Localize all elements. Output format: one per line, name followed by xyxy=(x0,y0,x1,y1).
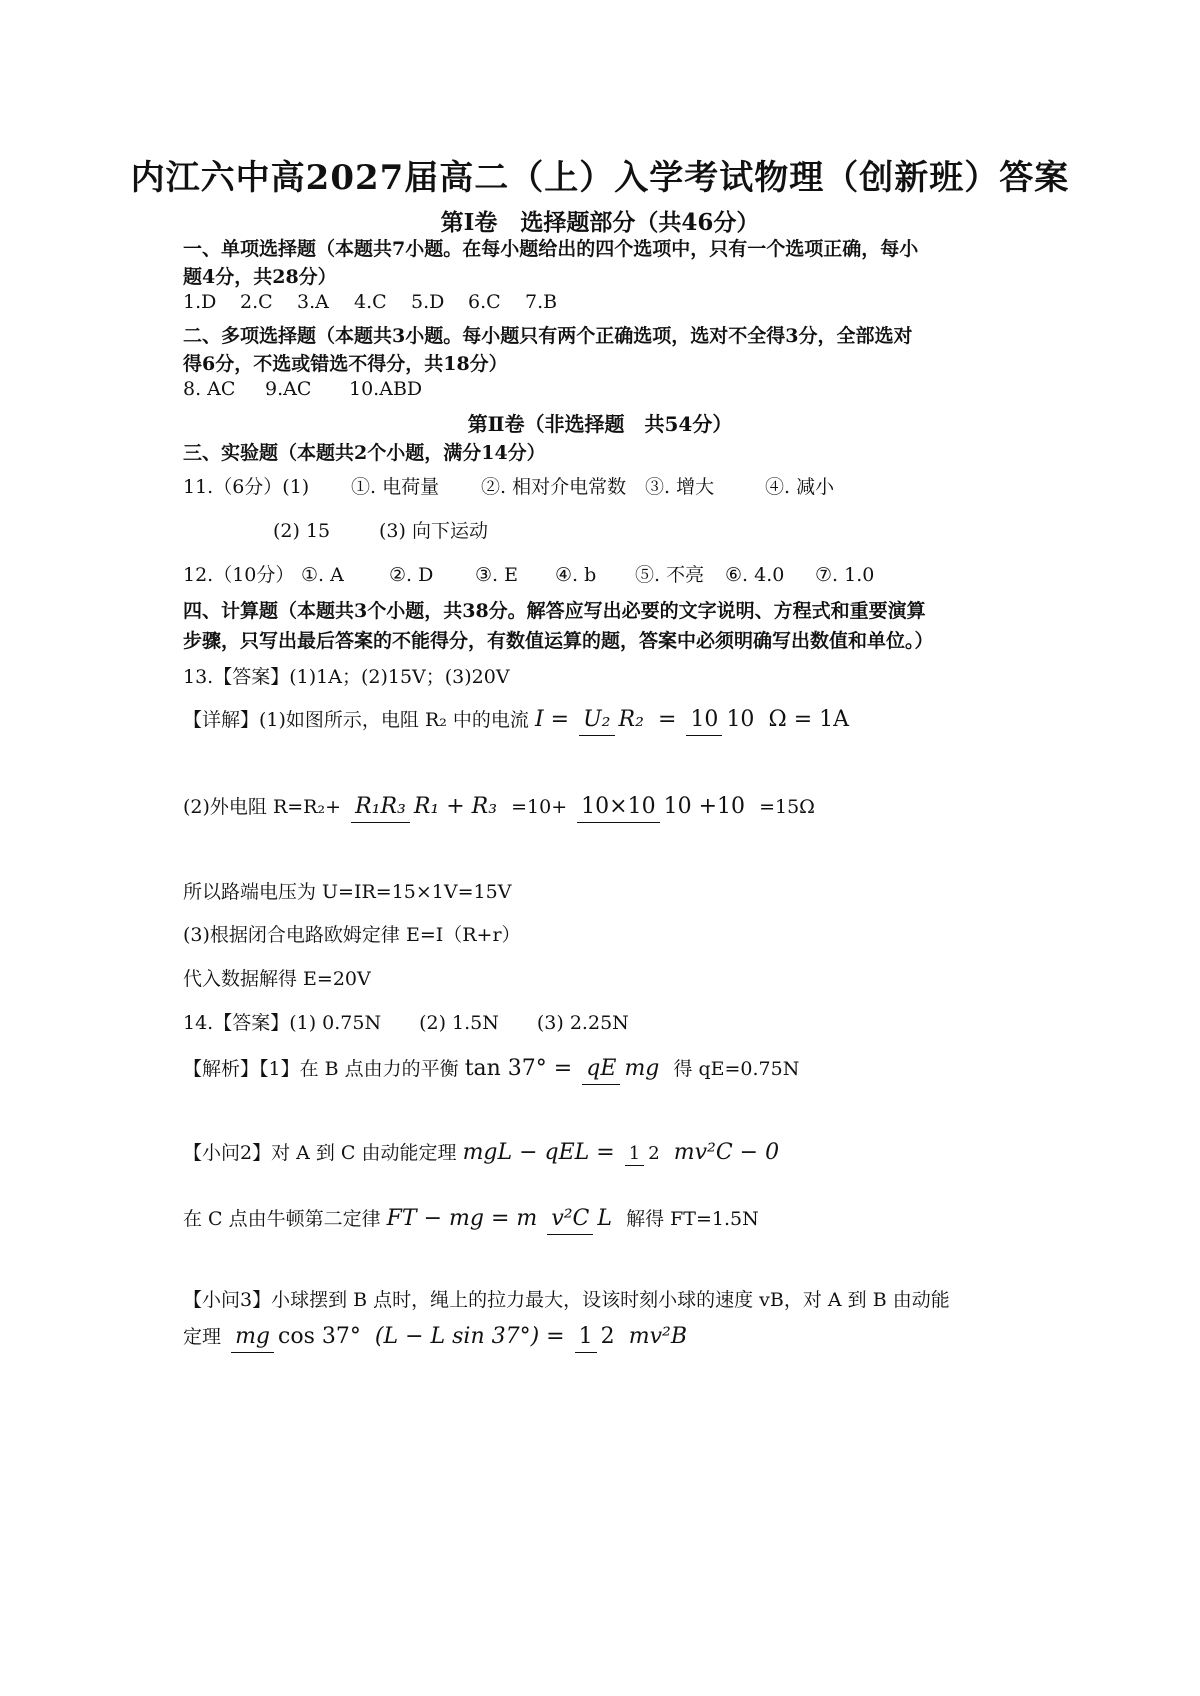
q14-part1: 【解析】【1】在 B 点由力的平衡 tan 37° = qE mg 得 qE=0.75N xyxy=(183,1054,799,1085)
answer-item: 8. AC xyxy=(183,378,236,400)
q11-item: ①. 电荷量 xyxy=(351,476,440,498)
fraction: R₁R₃ R₁ + R₃ xyxy=(351,793,501,822)
answer-item: 10.ABD xyxy=(349,378,423,400)
q14-part3: 在 C 点由牛顿第二定律 FT − mg = m v²C L 解得 FT=1.5N xyxy=(183,1204,759,1235)
q12-item: ②. D xyxy=(389,564,434,586)
q13-detail: 【详解】(1)如图所示，电阻 R₂ 中的电流 I = U₂ R₂ = 10 10 Ω = 1A xyxy=(183,705,849,736)
fraction: U₂ R₂ xyxy=(579,706,648,735)
fraction: mg cos 37° xyxy=(231,1323,365,1352)
sec3-heading: 三、实验题（本题共2个小题，满分14分） xyxy=(183,442,546,464)
q11-line2 xyxy=(273,516,488,543)
q12-label: 12.（10分） xyxy=(183,564,295,586)
answer-item: 1.D xyxy=(183,291,217,313)
sec2-answers xyxy=(183,378,422,400)
q13-line-u: 所以路端电压为 U=IR=15×1V=15V xyxy=(183,881,512,903)
q14-answer: 14.【答案】(1) 0.75N (2) 1.5N (3) 2.25N xyxy=(183,1012,629,1034)
q13-detail-prefix: 【详解】(1)如图所示，电阻 R₂ 中的电流 xyxy=(183,709,529,731)
q12-line xyxy=(183,560,874,587)
answer-item: 2.C xyxy=(240,291,273,313)
answer-item: 7.B xyxy=(525,291,558,313)
fraction: 10 10 xyxy=(686,706,758,735)
q12-item: ①. A xyxy=(301,564,344,586)
q14-part4-formula: 定理 mg cos 37° (L − L sin 37°) = 1 2 mv²B xyxy=(183,1322,687,1353)
q11-label: 11.（6分）(1) xyxy=(183,476,310,498)
sec1-answers xyxy=(183,291,557,313)
q14-part2: 【小问2】对 A 到 C 由动能定理 mgL − qEL = 1 2 mv²C − 0 xyxy=(183,1140,780,1165)
answer-item: 4.C xyxy=(354,291,387,313)
q12-item: ⑤. 不亮 xyxy=(635,564,705,586)
part2-heading: 第Ⅱ卷（非选择题 共54分） xyxy=(467,412,733,436)
q14-part4-line1: 【小问3】小球摆到 B 点时，绳上的拉力最大，设该时刻小球的速度 vB，对 A 到 B 由动能 xyxy=(183,1289,950,1311)
fraction: qE mg xyxy=(582,1055,663,1084)
answer-item: 3.A xyxy=(297,291,329,313)
sec4-heading-line2: 步骤，只写出最后答案的不能得分，有数值运算的题，答案中必须明确写出数值和单位。） xyxy=(183,630,934,652)
part1-heading: 第Ⅰ卷 选择题部分（共46分） xyxy=(440,209,760,236)
page-title: 内江六中高2027届高二（上）入学考试物理（创新班）答案 xyxy=(130,158,1070,198)
fraction: 1 2 xyxy=(625,1142,664,1167)
q13-ext-prefix: (2)外电阻 R=R₂+ xyxy=(183,796,342,818)
fraction: 1 2 xyxy=(575,1323,619,1352)
fraction: v²C L xyxy=(547,1205,616,1234)
q11-item: ③. 增大 xyxy=(645,476,715,498)
formula-lhs: I = xyxy=(534,707,570,732)
answer-item: 6.C xyxy=(468,291,501,313)
q13-line-res: 代入数据解得 E=20V xyxy=(183,968,371,990)
q12-item: ③. E xyxy=(475,564,518,586)
q11-line1 xyxy=(183,472,834,499)
answer-item: 5.D xyxy=(411,291,445,313)
sec4-heading-line1: 四、计算题（本题共3个小题，共38分。解答应写出必要的文字说明、方程式和重要演算 xyxy=(183,600,926,622)
q11-item: ②. 相对介电常数 xyxy=(481,476,627,498)
q13-answer: 13.【答案】(1)1A；(2)15V；(3)20V xyxy=(183,666,510,688)
q13-line-e: (3)根据闭合电路欧姆定律 E=I（R+r） xyxy=(183,924,521,946)
q12-item: ④. b xyxy=(555,564,597,586)
sec1-heading-line1: 一、单项选择题（本题共7小题。在每小题给出的四个选项中，只有一个选项正确，每小 xyxy=(183,238,919,260)
q11-item: (3) 向下运动 xyxy=(379,520,488,542)
fraction: 10×10 10 +10 xyxy=(577,793,749,822)
q13-ext: (2)外电阻 R=R₂+ R₁R₃ R₁ + R₃ =10+ 10×10 10 +10 =15Ω xyxy=(183,792,815,823)
q12-item: ⑥. 4.0 xyxy=(725,564,785,586)
answer-item: 9.AC xyxy=(265,378,312,400)
q11-item: ④. 减小 xyxy=(765,476,835,498)
sec2-heading-line2: 得6分，不选或错选不得分，共18分） xyxy=(183,353,508,375)
sec2-heading-line1: 二、多项选择题（本题共3小题。每小题只有两个正确选项，选对不全得3分，全部选对 xyxy=(183,325,913,347)
q12-item: ⑦. 1.0 xyxy=(815,564,875,586)
q11-item: (2) 15 xyxy=(273,520,331,542)
sec1-heading-line2: 题4分，共28分） xyxy=(183,266,337,288)
